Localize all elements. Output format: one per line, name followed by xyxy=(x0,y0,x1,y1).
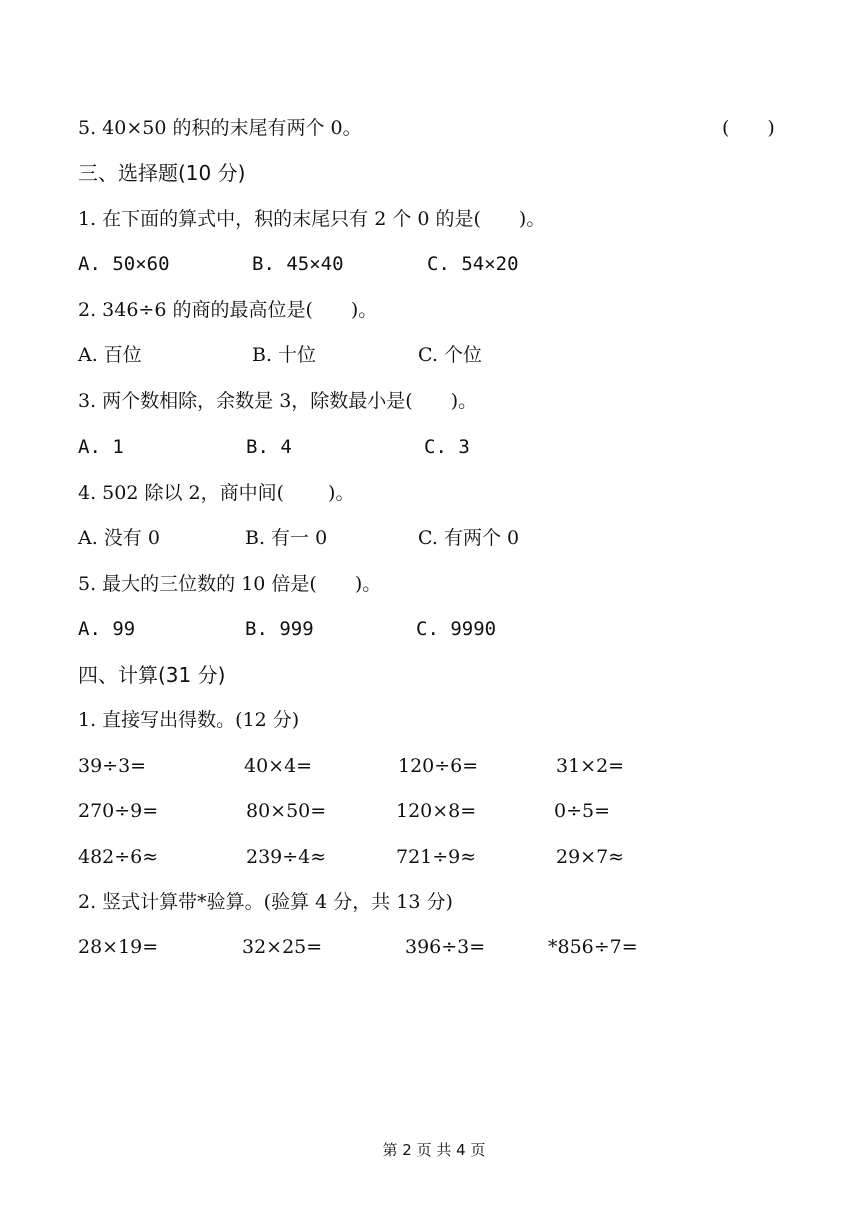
calc-part-2-title: 2. 竖式计算带*验算。(验算 4 分，共 13 分) xyxy=(78,891,453,913)
option-c[interactable]: C. 个位 xyxy=(418,344,482,366)
option-c[interactable]: C. 9990 xyxy=(416,618,497,640)
calc-item: 40×4= xyxy=(244,755,313,777)
calc-item: 80×50= xyxy=(246,800,327,822)
choice-question-1: 1. 在下面的算式中，积的末尾只有 2 个 0 的是( )。 xyxy=(78,208,546,230)
calc-part-1-title: 1. 直接写出得数。(12 分) xyxy=(78,709,300,731)
option-b[interactable]: B. 有一 0 xyxy=(245,527,328,549)
vertical-calc-item: 28×19= xyxy=(78,936,159,958)
calc-item: 29×7≈ xyxy=(556,846,625,868)
option-c[interactable]: C. 有两个 0 xyxy=(418,527,520,549)
vertical-calc-item: 32×25= xyxy=(242,936,323,958)
question-5-true-false: 5. 40×50 的积的末尾有两个 0。 xyxy=(78,117,362,139)
calc-item: 482÷6≈ xyxy=(78,846,159,868)
choice-question-5: 5. 最大的三位数的 10 倍是( )。 xyxy=(78,573,382,595)
calc-item: 239÷4≈ xyxy=(246,846,327,868)
option-a[interactable]: A. 99 xyxy=(78,618,136,640)
option-a[interactable]: A. 1 xyxy=(78,436,124,458)
option-b[interactable]: B. 4 xyxy=(246,436,292,458)
option-a[interactable]: A. 百位 xyxy=(78,344,142,366)
option-b[interactable]: B. 45×40 xyxy=(252,253,344,275)
vertical-calc-item: 396÷3= xyxy=(405,936,486,958)
option-b[interactable]: B. 十位 xyxy=(252,344,317,366)
calc-item: 31×2= xyxy=(556,755,625,777)
option-a[interactable]: A. 50×60 xyxy=(78,253,170,275)
calc-item: 120÷6= xyxy=(398,755,479,777)
option-c[interactable]: C. 3 xyxy=(424,436,470,458)
option-b[interactable]: B. 999 xyxy=(245,618,314,640)
section-title-calc: 四、计算(31 分) xyxy=(78,663,226,687)
calc-item: 721÷9≈ xyxy=(396,846,477,868)
calc-item: 270÷9= xyxy=(78,800,159,822)
answer-parentheses[interactable]: ( ) xyxy=(722,117,775,139)
vertical-calc-item: *856÷7= xyxy=(548,936,638,958)
choice-question-3: 3. 两个数相除，余数是 3，除数最小是( )。 xyxy=(78,390,478,412)
option-a[interactable]: A. 没有 0 xyxy=(78,527,160,549)
option-c[interactable]: C. 54×20 xyxy=(427,253,519,275)
choice-question-2: 2. 346÷6 的商的最高位是( )。 xyxy=(78,299,378,321)
section-title-choice: 三、选择题(10 分) xyxy=(78,161,246,185)
calc-item: 120×8= xyxy=(396,800,477,822)
calc-item: 0÷5= xyxy=(554,800,611,822)
choice-question-4: 4. 502 除以 2，商中间( )。 xyxy=(78,482,355,504)
calc-item: 39÷3= xyxy=(78,755,147,777)
page-footer: 第 2 页 共 4 页 xyxy=(382,1141,486,1159)
